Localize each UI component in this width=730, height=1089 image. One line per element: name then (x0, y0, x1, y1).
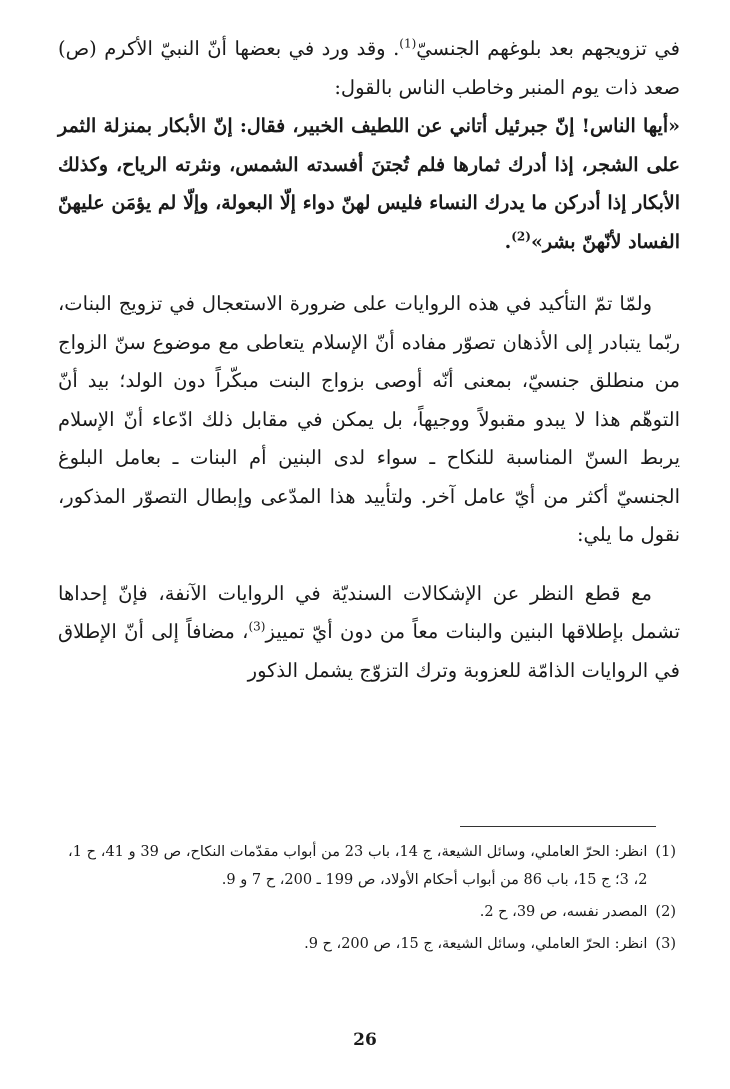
footnote-ref-2[interactable]: (2) (511, 229, 531, 244)
page-number: 26 (353, 1030, 377, 1050)
footnote-ref-3[interactable]: (3) (248, 619, 266, 634)
footnote-text: المصدر نفسه، ص 39، ح 2. (479, 904, 648, 920)
paragraph-intro-text-after: . وقد ورد في بعضها أنّ النبيّ الأكرم (ص) صعد ذات يوم المنبر وخاطب الناس بالقول: (58, 37, 680, 99)
footnote-3 (68, 930, 676, 958)
hadith-quote-text-after: . (504, 230, 512, 253)
page-body (58, 30, 680, 690)
hadith-quote (58, 107, 680, 261)
paragraph-intro (58, 30, 680, 107)
paragraph-argument-text: مع قطع النظر عن الإشكالات السنديّة في الروايات الآنفة، فإنّ إحداها تشمل بإطلاقها البنين والبنات معاً من دون أيّ تمييز (58, 581, 681, 643)
footnote-1 (68, 838, 676, 894)
footnote-ref-1[interactable]: (1) (399, 36, 417, 51)
hadith-quote-text: «أيها الناس! إنّ جبرئيل أتاني عن اللطيف الخبير، فقال: إنّ الأبكار بمنزلة الثمر على الشجر، إذا أدرك ثمارها فلم تُجتنَ أفسدته الشمس، ونثرته الرياح، وكذلك الأبكار إذا أدركن ما يدرك النساء فليس لهنّ دواء إلّا البعولة، وإلّا لم يؤمَن عليهنّ الفساد لأنّهنّ بشر» (58, 115, 680, 253)
footnote-2 (68, 898, 676, 926)
footnote-text: انظر: الحرّ العاملي، وسائل الشيعة، ج 15، ص 200، ح 9. (304, 936, 648, 952)
footnotes (68, 838, 676, 962)
paragraph-intro-text: في تزويجهم بعد بلوغهم الجنسيّ (416, 37, 681, 60)
paragraph-discussion (58, 285, 680, 555)
footnote-number: (1) (655, 844, 676, 860)
footnote-separator (460, 826, 656, 827)
footnote-number: (2) (655, 904, 676, 920)
paragraph-discussion-text: ولمّا تمّ التأكيد في هذه الروايات على ضرورة الاستعجال في تزويج البنات، ربّما يتبادر إلى الأذهان تصوّر مفاده أنّ الإسلام يتعاطى مع موضوع سنّ الزواج من منطلق جنسيّ، بمعنى أنّه أوصى بزواج البنت مبكّراً دون الولد؛ بيد أنّ التوهّم هذا لا يبدو مقبولاً ووجيهاً، بل يمكن في مقابل ذلك ادّعاء أنّ الإسلام يربط السنّ المناسبة للنكاح ـ سواء لدى البنين أم البنات ـ بعامل البلوغ الجنسيّ أكثر من أيّ عامل آخر. ولتأييد هذا المدّعى وإبطال التصوّر المذكور، نقول ما يلي: (58, 292, 680, 546)
footnote-text: انظر: الحرّ العاملي، وسائل الشيعة، ج 14، باب 23 من أبواب مقدّمات النكاح، ص 39 و 41، ح 1، 2، 3؛ ج 15، باب 86 من أبواب أحكام الأولاد، ص 199 ـ 200، ح 7 و 9. (68, 844, 648, 888)
paragraph-argument (58, 575, 680, 691)
paragraph-argument-text-after: ، مضافاً إلى أنّ الإطلاق في الروايات الذامّة للعزوبة وترك التزوّج يشمل الذكور (58, 620, 680, 682)
footnote-number: (3) (655, 936, 676, 952)
